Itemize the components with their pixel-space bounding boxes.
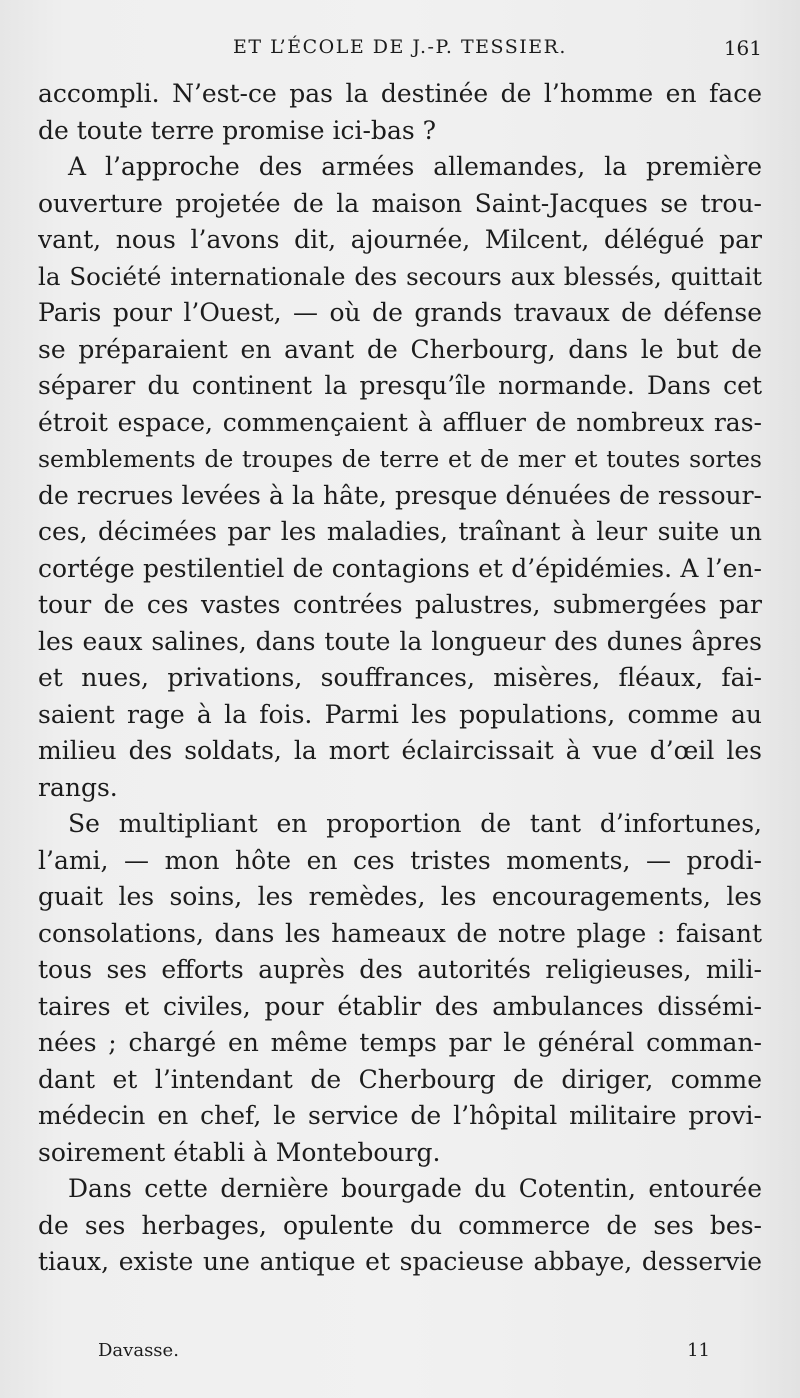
text-line: de ses herbages, opulente du commerce de ses bes-	[38, 1210, 762, 1240]
text-line: milieu des soldats, la mort éclaircissait à vue d’œil les	[38, 736, 762, 765]
text-line: dant et l’intendant de Cherbourg de diriger, comme	[38, 1064, 762, 1094]
text-line: et nues, privations, souffrances, misères, fléaux, fai-	[38, 663, 762, 692]
text-line: de recrues levées à la hâte, presque dénuées de ressour-	[38, 480, 762, 510]
text-line: tour de ces vastes contrées palustres, submergées par	[38, 590, 762, 619]
text-line: ouverture projetée de la maison Saint-Jacques se trou-	[38, 188, 762, 218]
running-title: ET L’ÉCOLE DE J.-P. TESSIER.	[233, 36, 567, 58]
page-number: 161	[723, 36, 762, 60]
text-line: guait les soins, les remèdes, les encouragements, les	[38, 882, 762, 911]
text-line: accompli. N’est-ce pas la destinée de l’homme en face	[38, 79, 762, 108]
text-line: tous ses efforts auprès des autorités religieuses, mili-	[38, 955, 762, 984]
text-line: saient rage à la fois. Parmi les populations, comme au	[38, 699, 762, 729]
running-head	[38, 36, 762, 66]
text-line: consolations, dans les hameaux de notre plage : faisant	[38, 918, 762, 948]
page-footer	[98, 1340, 710, 1370]
text-line: Dans cette dernière bourgade du Cotentin, entourée	[68, 1174, 762, 1203]
text-line: nées ; chargé en même temps par le général comman-	[38, 1028, 762, 1057]
text-line: l’ami, — mon hôte en ces tristes moments, — prodi-	[38, 845, 762, 875]
text-line: A l’approche des armées allemandes, la première	[68, 152, 762, 181]
text-line: de toute terre promise ici-bas ?	[38, 115, 437, 145]
signature-mark: Davasse.	[98, 1340, 179, 1361]
text-line: se préparaient en avant de Cherbourg, dans le but de	[38, 334, 762, 364]
text-line: étroit espace, commençaient à affluer de nombreux ras-	[38, 407, 762, 437]
text-line: les eaux salines, dans toute la longueur des dunes âpres	[38, 626, 762, 656]
text-line: ces, décimées par les maladies, traînant à leur suite un	[38, 517, 762, 546]
text-line: Paris pour l’Ouest, — où de grands travaux de défense	[38, 298, 762, 327]
signature-number: 11	[687, 1340, 710, 1361]
text-line: la Société internationale des secours aux blessés, quittait	[38, 261, 762, 291]
text-line: rangs.	[38, 772, 118, 802]
text-line: tiaux, existe une antique et spacieuse abbaye, desservie	[38, 1247, 762, 1276]
text-line: semblements de troupes de terre et de mer et toutes sortes	[38, 445, 762, 473]
text-line: Se multipliant en proportion de tant d’infortunes,	[68, 809, 762, 838]
text-line: cortége pestilentiel de contagions et d’épidémies. A l’en-	[38, 553, 762, 583]
text-line: séparer du continent la presqu’île normande. Dans cet	[38, 371, 762, 400]
text-line: médecin en chef, le service de l’hôpital militaire provi-	[38, 1101, 762, 1130]
text-line: taires et civiles, pour établir des ambulances dissémi-	[38, 991, 762, 1021]
text-line: soirement établi à Montebourg.	[38, 1137, 441, 1167]
text-line: vant, nous l’avons dit, ajournée, Milcent, délégué par	[38, 225, 762, 254]
body-text	[38, 76, 762, 1281]
